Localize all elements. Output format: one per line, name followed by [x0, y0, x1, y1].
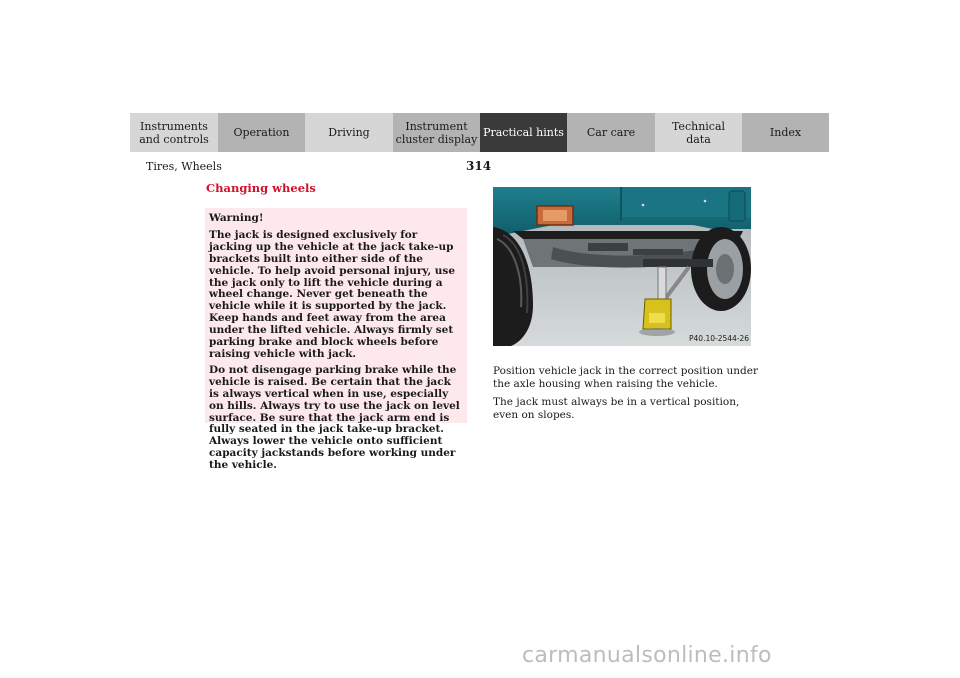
tab-driving[interactable]: Driving: [305, 113, 393, 152]
watermark: carmanualsonline.info: [522, 643, 772, 668]
page-title: Changing wheels: [206, 181, 316, 195]
body-paragraph-1: Position vehicle jack in the correct position under the axle housing when raising the vehicle.: [493, 365, 759, 390]
tab-car-care[interactable]: Car care: [567, 113, 655, 152]
warning-paragraph-1: The jack is designed exclusively for jacking up the vehicle at the jack take-up brackets built into either side of the vehicle. To help avoid personal injury, use the jack only to lift the vehicle during a wheel change. Never get beneath the vehicle while it is supported by the jack. Keep hands and feet away from the area under the lifted vehicle. Always firmly set parking brake and block wheels before raising vehicle with jack.: [209, 228, 456, 360]
page-number: 314: [466, 159, 492, 173]
tab-technical-data[interactable]: Technical data: [655, 113, 742, 152]
tab-index[interactable]: Index: [742, 113, 829, 152]
tab-instruments-and-controls[interactable]: Instruments and controls: [130, 113, 218, 152]
tab-operation[interactable]: Operation: [218, 113, 305, 152]
chapter-nav: [130, 113, 829, 152]
warning-paragraph-2: Do not disengage parking brake while the vehicle is raised. Be certain that the jack is always vertical when in use, especially on hills. Always try to use the jack on level surface. Be sure that the jack arm end is fully seated in the jack take-up bracket. Always lower the vehicle onto sufficient capacity jackstands before working under the vehicle.: [209, 363, 460, 472]
body-paragraph-2: The jack must always be in a vertical position, even on slopes.: [493, 396, 740, 421]
tab-practical-hints[interactable]: Practical hints: [480, 113, 567, 152]
body-text: [493, 365, 758, 427]
warning-box: [205, 208, 467, 472]
jack-illustration: [493, 187, 751, 346]
warning-title: Warning!: [209, 212, 264, 224]
tab-instrument-cluster-display[interactable]: Instrument cluster display: [393, 113, 480, 152]
figure-code: P40.10-2544-26: [689, 334, 750, 343]
section-header: Tires, Wheels: [146, 160, 222, 173]
